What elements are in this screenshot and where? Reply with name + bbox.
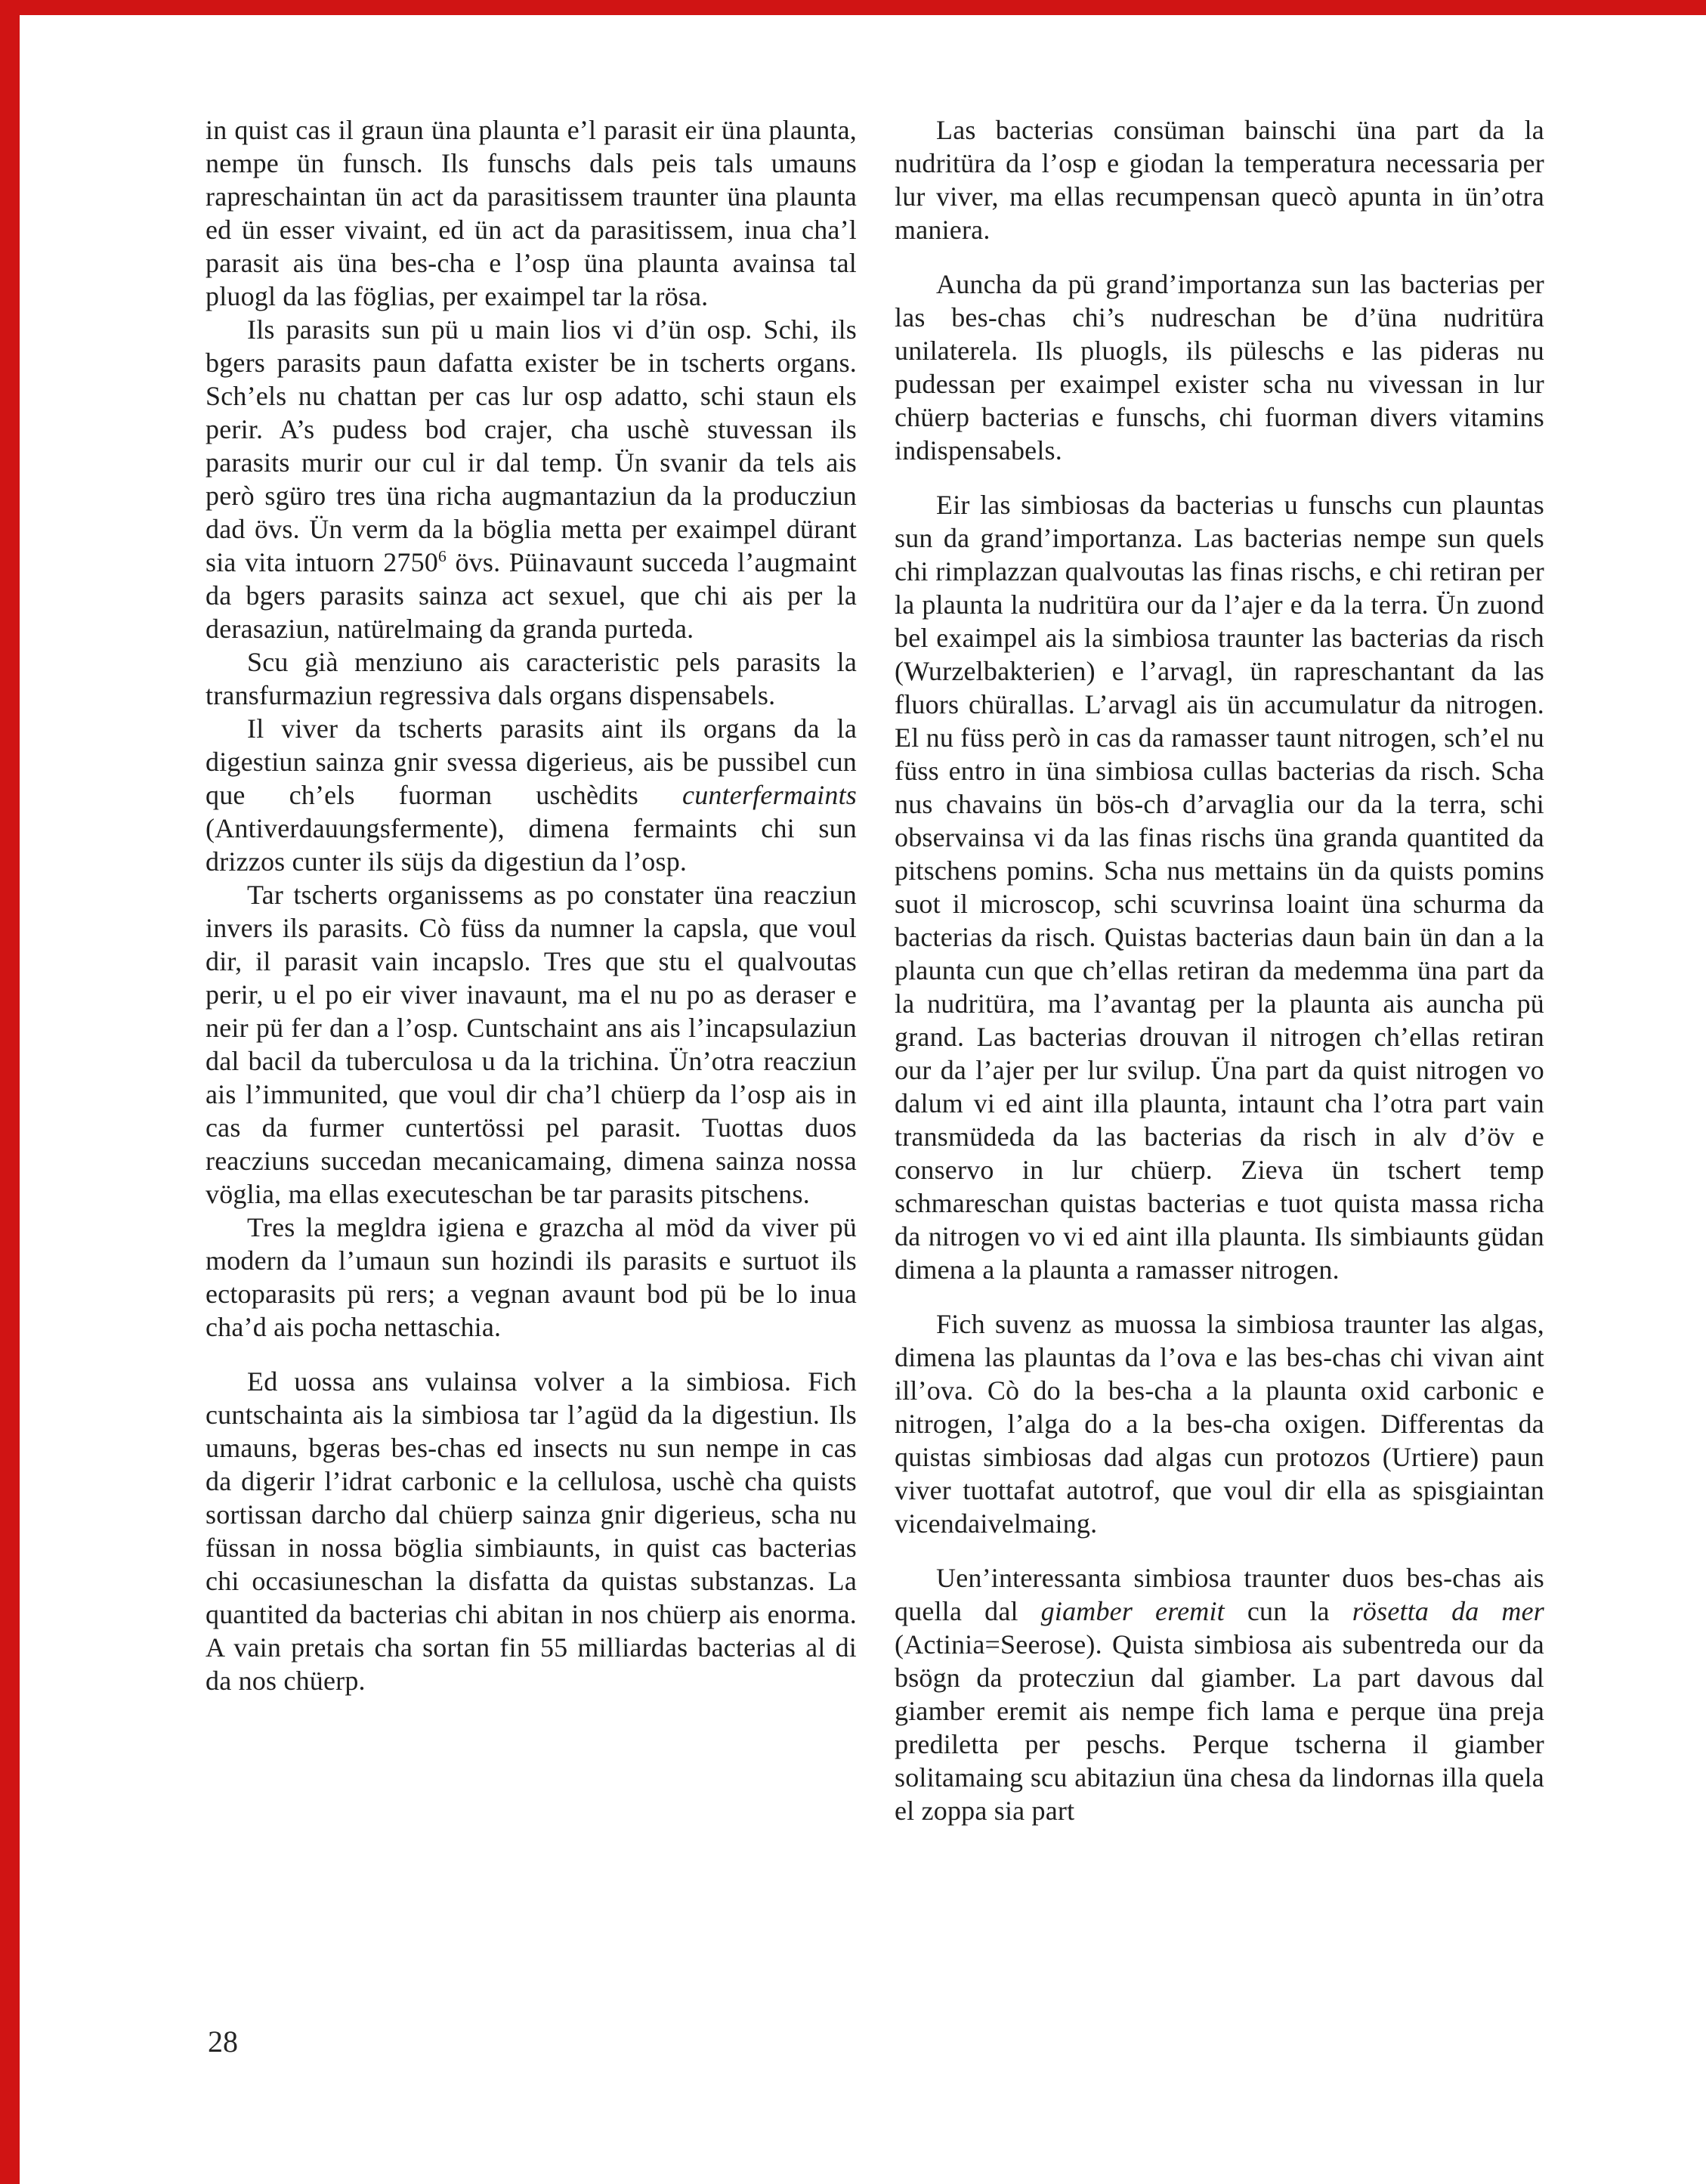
text-run: Ed uossa ans vulainsa volver a la simbiosa. Fich cuntschainta ais la simbiosa tar l’agüd da la digestiun. Ils umauns, bgeras bes-chas ed insects nu sun nempe in cas da digerir l’idrat carbonic e la cellulosa, uschè cha quists sortissan darcho dal chüerp sainza gnir digerieus, scha nu füssan in nossa böglia simbiaunts, in quist cas bacterias chi occasiuneschan la disfatta da quistas substanzas. La quantited da bacterias chi abitan in nos chüerp ais enorma. A vain pretais cha sortan fin 55 milliardas bacterias al di da nos chüerp. [206,1366,857,1696]
paragraph [895,113,1544,246]
right-column [895,113,1544,1827]
paragraph [206,313,857,645]
italic-text-run: giamber eremit [1040,1596,1225,1626]
text-run: Eir las simbiosas da bacterias u funschs cun plauntas sun da grand’importanza. Las bacterias nempe sun quels chi rimplazzan qualvoutas las finas rischs, e chi retiran per la plaunta la nudritüra our da l’ajer e da la terra. Ün zuond bel exaimpel ais la simbiosa traunter las bacterias da risch (Wurzelbakterien) e l’arvagl, ün rapreschantant da las fluors chürallas. L’arvagl ais ün accumulatur da nitrogen. El nu füss però in cas da ramasser taunt nitrogen, sch’el nu füss entro in üna simbiosa cullas bacterias da risch. Scha nus chavains ün bös-ch d’arvaglia our da la terra, schi observainsa vi da las finas rischs üna granda quantited da pitschens pomins. Scha nus mettains ün da quists pomins suot il microscop, schi scuvrinsa loaint üna schurma da bacterias da risch. Quistas bacterias daun bain ün dan a la plaunta cun que ch’ellas retiran da medemma üna part da la nudritüra, ma l’avantag per la plaunta ais auncha pü grand. Las bacterias drouvan il nitrogen ch’ellas retiran our da l’ajer per lur svilup. Üna part da quist nitrogen vo dalum vi ed aint illa plaunta, intaunt cha l’otra part vain transmüdeda da las bacterias da risch in alv d’öv e conservo in lur chüerp. Zieva ün tschert temp schmareschan quistas bacterias e tuot quista massa richa da nitrogen vo vi ed aint illa plaunta. Ils simbiaunts güdan dimena a la plaunta a ramasser nitrogen. [895,490,1544,1285]
text-run: Las bacterias consüman bainschi üna part da la nudritüra da l’osp e giodan la temperatura necessaria per lur viver, ma ellas recumpensan quecò apunta in ün’otra maniera. [895,115,1544,245]
paragraph [206,645,857,712]
text-run: övs. Püinavaunt succeda l’augmaint da bgers parasits sainza act sexuel, que chi ais per la derasaziun, natürelmaing da granda purteda. [206,547,858,644]
text-run: in quist cas il graun üna plaunta e’l parasit eir üna plaunta, nempe ün funsch. Ils funschs dals peis tals umauns rapreschaintan ün act da parasitissem traunter üna plaunta ed ün esser vivaint, ed ün act da parasitissem, inua cha’l parasit ais üna bes-cha e l’osp üna plaunta avainsa tal pluogl da las föglias, per exaimpel tar la rösa. [206,115,857,311]
footnote-reference: 6 [438,547,447,565]
text-run: cun la [1224,1596,1352,1626]
paragraph [206,1365,857,1697]
text-run: Tres la megldra igiena e grazcha al möd da viver pü modern da l’umaun sun hozindi ils parasits e surtuot ils ectoparasits pü rers; a vegnan avaunt bod pü be lo inua cha’d ais pocha nettaschia. [206,1212,857,1342]
text-block [206,113,1544,1827]
text-run: (Antiverdauungsfermente), dimena fermaints chi sun drizzos cunter ils süjs da digestiun da l’osp. [206,813,857,877]
italic-text-run: rösetta da mer [1352,1596,1545,1626]
text-run: Auncha da pü grand’importanza sun las bacterias per las bes-chas chi’s nudreschan be d’üna nudritüra unilaterela. Ils pluogls, ils püleschs e las pideras nu pudessan per exaimpel exister scha nu vivessan in lur chüerp bacterias e funschs, chi fuorman divers vitamins indispensabels. [895,269,1544,466]
paragraph [206,1211,857,1344]
text-run: Tar tscherts organissems as po constater üna reacziun invers ils parasits. Cò füss da numner la capsla, que voul dir, il parasit vain incapslo. Tres que stu el qualvoutas perir, u el po eir viver inavaunt, ma el nu po as deraser e neir pü fer dan a l’osp. Cuntschaint ans ais l’incapsulaziun dal bacil da tuberculosa u da la trichina. Ün’otra reacziun ais l’immunited, que voul dir cha’l chüerp da l’osp ais in cas da furmer cuntertössi pel parasit. Tuottas duos reacziuns succedan mecanicamaing, dimena sainza nossa vöglia, ma ellas executeschan be tar parasits pitschens. [206,880,857,1209]
paragraph [895,1307,1544,1540]
text-run: Ils parasits sun pü u main lios vi d’ün osp. Schi, ils bgers parasits paun dafatta exister be in tscherts organs. Sch’els nu chattan per cas lur osp adatto, schi staun els perir. A’s pudess bod crajer, cha uschè stuvessan ils parasits murir our cul ir dal temp. Ün svanir da tels ais però sgüro tres üna richa augmantaziun da la producziun dad övs. Ün verm da la böglia metta per exaimpel dürant sia vita intuorn 2750 [206,314,857,577]
paragraph [895,1561,1544,1827]
text-run: Scu già menziuno ais caracteristic pels parasits la transfurmaziun regressiva dals organs dispensabels. [206,647,857,710]
paragraph [206,712,857,878]
italic-text-run: cunterfermaints [682,780,857,810]
paragraph [206,113,857,313]
text-run: Uen’interessanta simbiosa traunter duos bes-chas ais quella dal [895,1563,1544,1626]
red-left-border [0,0,20,2184]
text-run: Fich suvenz as muossa la simbiosa traunter las algas, dimena las plauntas da l’ova e las bes-chas chi vivan aint ill’ova. Cò do la bes-cha a la plaunta oxid carbonic e nitrogen, l’alga do a la bes-cha oxigen. Differentas da quistas simbiosas dad algas cun protozos (Urtiere) paun viver tuottafat autotrof, que voul dir ella as spisgiaintan vicendaivelmaing. [895,1309,1544,1539]
paragraph [206,878,857,1211]
text-run: (Actinia=Seerose). Quista simbiosa ais subentreda our da bsögn da protecziun dal giamber. La part davous dal giamber eremit ais nempe fich lama e perque üna preja prediletta per peschs. Perque tscherna il giamber solitamaing scu abitaziun üna chesa da lindornas illa quela el zoppa sia part [895,1629,1544,1826]
paragraph [895,268,1544,467]
text-run: Il viver da tscherts parasits aint ils organs da la digestiun sainza gnir svessa digerieus, ais be pussibel cun que ch’els fuorman uschèdits [206,713,857,810]
page-number: 28 [208,2025,238,2059]
red-top-border [0,0,1706,15]
paragraph [895,488,1544,1286]
left-column [206,113,857,1827]
